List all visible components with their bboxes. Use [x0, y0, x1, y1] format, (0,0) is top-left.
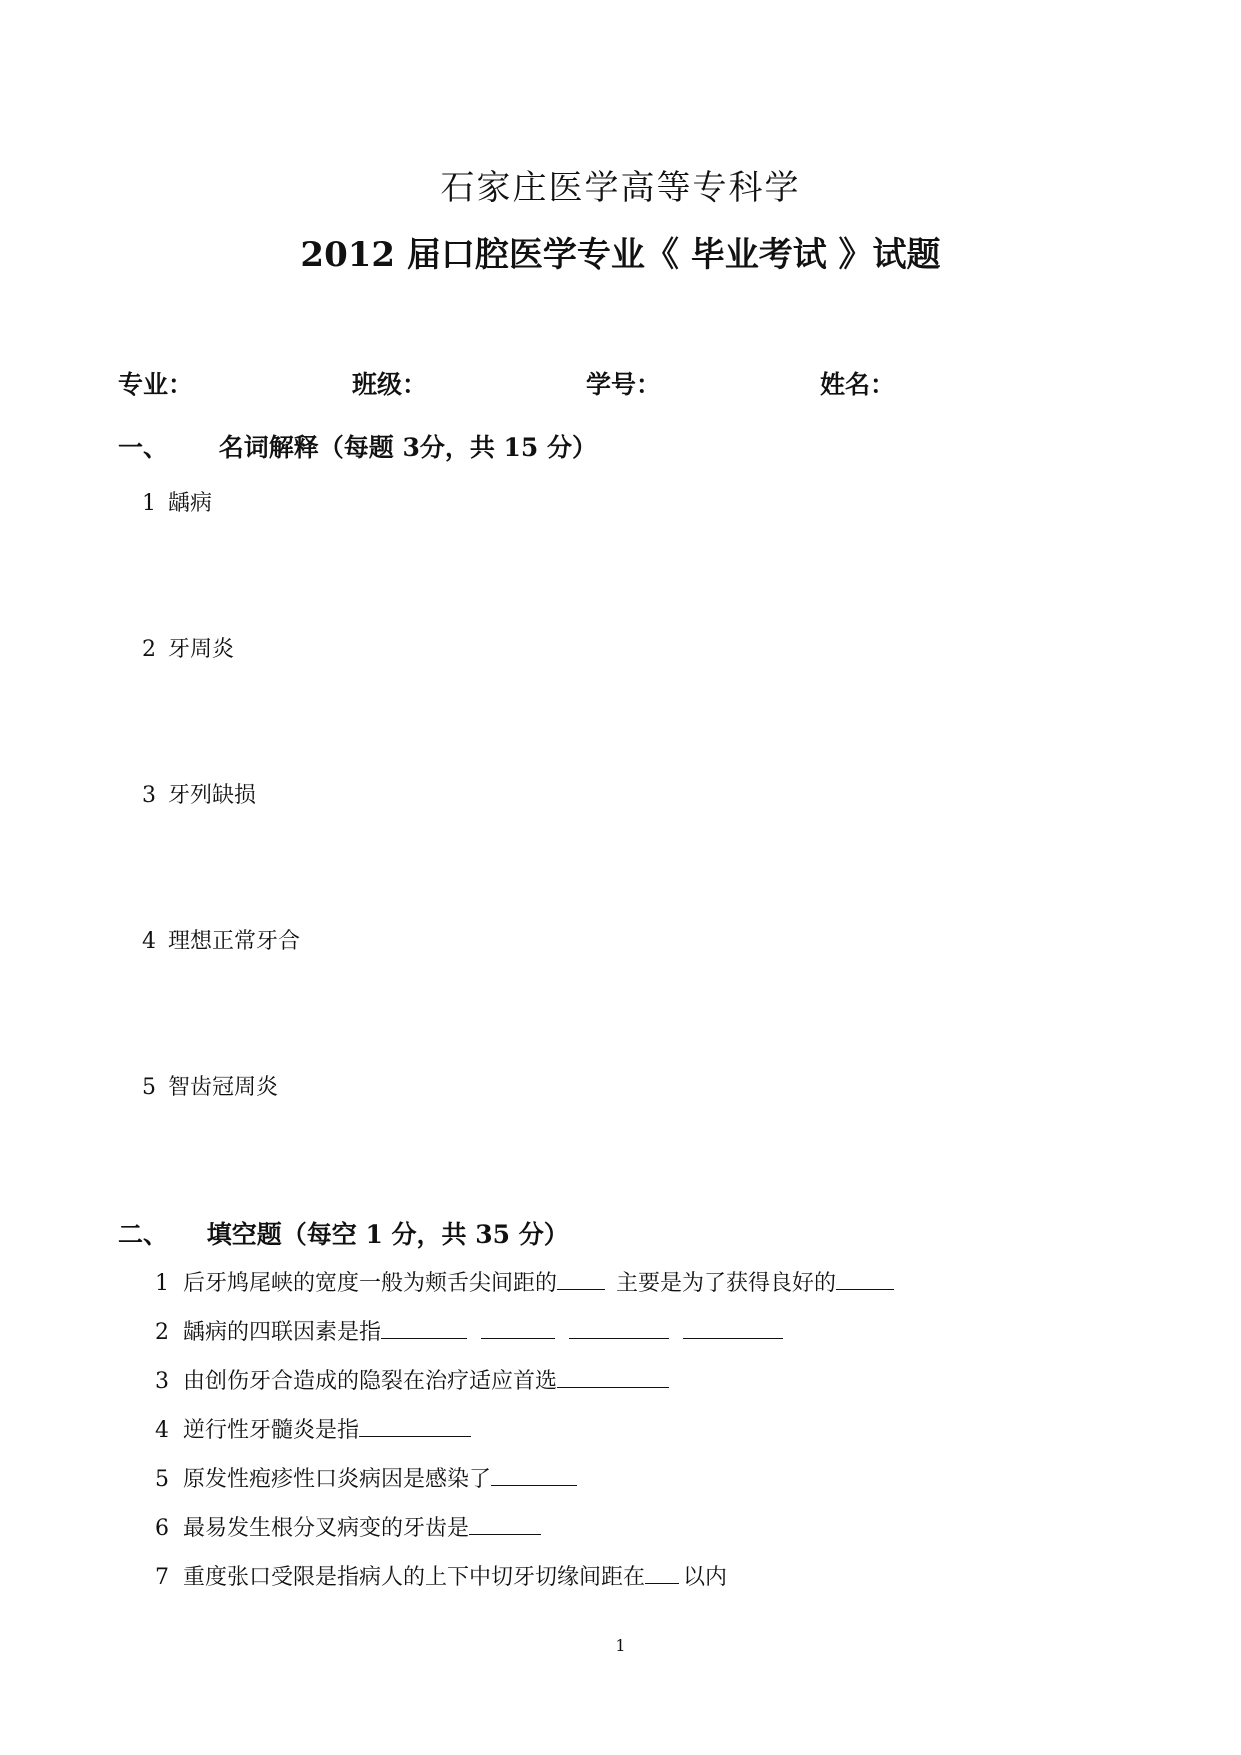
term-number: 5 [142, 1075, 156, 1100]
fill-text: 主要是为了获得良好的 [609, 1271, 837, 1296]
fill-item [155, 1266, 898, 1297]
fill-number: 6 [155, 1516, 169, 1541]
term-number: 3 [142, 783, 156, 808]
term-text: 牙周炎 [168, 637, 235, 662]
major-label: 专业： [118, 370, 194, 399]
fill-item [155, 1560, 727, 1591]
exam-title: 2012 届口腔医学专业《 毕业考试 》试题 [300, 235, 941, 275]
fill-text: 逆行性牙髓炎是指 [183, 1418, 360, 1443]
term-item [142, 486, 212, 517]
fill-number: 3 [155, 1369, 169, 1394]
fill-text: 最易发生根分叉病变的牙齿是 [183, 1516, 470, 1541]
term-number: 1 [142, 491, 156, 516]
term-item [142, 924, 300, 955]
term-text: 龋病 [168, 491, 213, 516]
section2-number: 二、 [118, 1220, 169, 1249]
fill-text: 龋病的四联因素是指 [183, 1320, 382, 1345]
fill-item [155, 1511, 545, 1542]
answer-blank[interactable] [836, 1267, 894, 1290]
section1-number: 一、 [118, 433, 169, 462]
answer-blank[interactable] [491, 1463, 577, 1486]
fill-text: 由创伤牙合造成的隐裂在治疗适应首选 [183, 1369, 558, 1394]
fill-number: 4 [155, 1418, 169, 1443]
answer-blank[interactable] [557, 1365, 669, 1388]
fill-number: 1 [155, 1271, 169, 1296]
fill-text: 重度张口受限是指病人的上下中切牙切缘间距在 [183, 1565, 646, 1590]
answer-blank[interactable] [359, 1414, 471, 1437]
fill-item [155, 1413, 475, 1444]
term-number: 2 [142, 637, 156, 662]
fill-number: 7 [155, 1565, 169, 1590]
class-label: 班级： [352, 370, 428, 399]
fill-number: 5 [155, 1467, 169, 1492]
answer-blank[interactable] [569, 1316, 669, 1339]
section1-title: 名词解释（每题 3分，共 15 分） [218, 433, 598, 462]
term-text: 牙列缺损 [168, 783, 257, 808]
section2-title: 填空题（每空 1 分，共 35 分） [206, 1220, 569, 1249]
term-item [142, 1070, 278, 1101]
section1-heading [118, 428, 597, 464]
school-title: 石家庄医学高等专科学 [440, 168, 801, 208]
fill-item [155, 1364, 673, 1395]
answer-blank[interactable] [683, 1316, 783, 1339]
page-number: 1 [615, 1636, 626, 1655]
fill-item [155, 1315, 787, 1346]
term-item [142, 632, 234, 663]
answer-blank[interactable] [481, 1316, 555, 1339]
section2-heading [118, 1215, 569, 1251]
fill-text: 后牙鸠尾峡的宽度一般为颊舌尖间距的 [183, 1271, 558, 1296]
fill-number: 2 [155, 1320, 169, 1345]
fill-text: 原发性疱疹性口炎病因是感染了 [183, 1467, 492, 1492]
term-item [142, 778, 256, 809]
fill-text: 以内 [683, 1565, 728, 1590]
answer-blank[interactable] [645, 1561, 679, 1584]
student-id-label: 学号： [586, 370, 662, 399]
fill-item [155, 1462, 581, 1493]
answer-blank[interactable] [381, 1316, 467, 1339]
answer-blank[interactable] [469, 1512, 541, 1535]
term-number: 4 [142, 929, 156, 954]
term-text: 理想正常牙合 [168, 929, 301, 954]
answer-blank[interactable] [557, 1267, 605, 1290]
name-label: 姓名： [820, 370, 896, 399]
term-text: 智齿冠周炎 [168, 1075, 279, 1100]
